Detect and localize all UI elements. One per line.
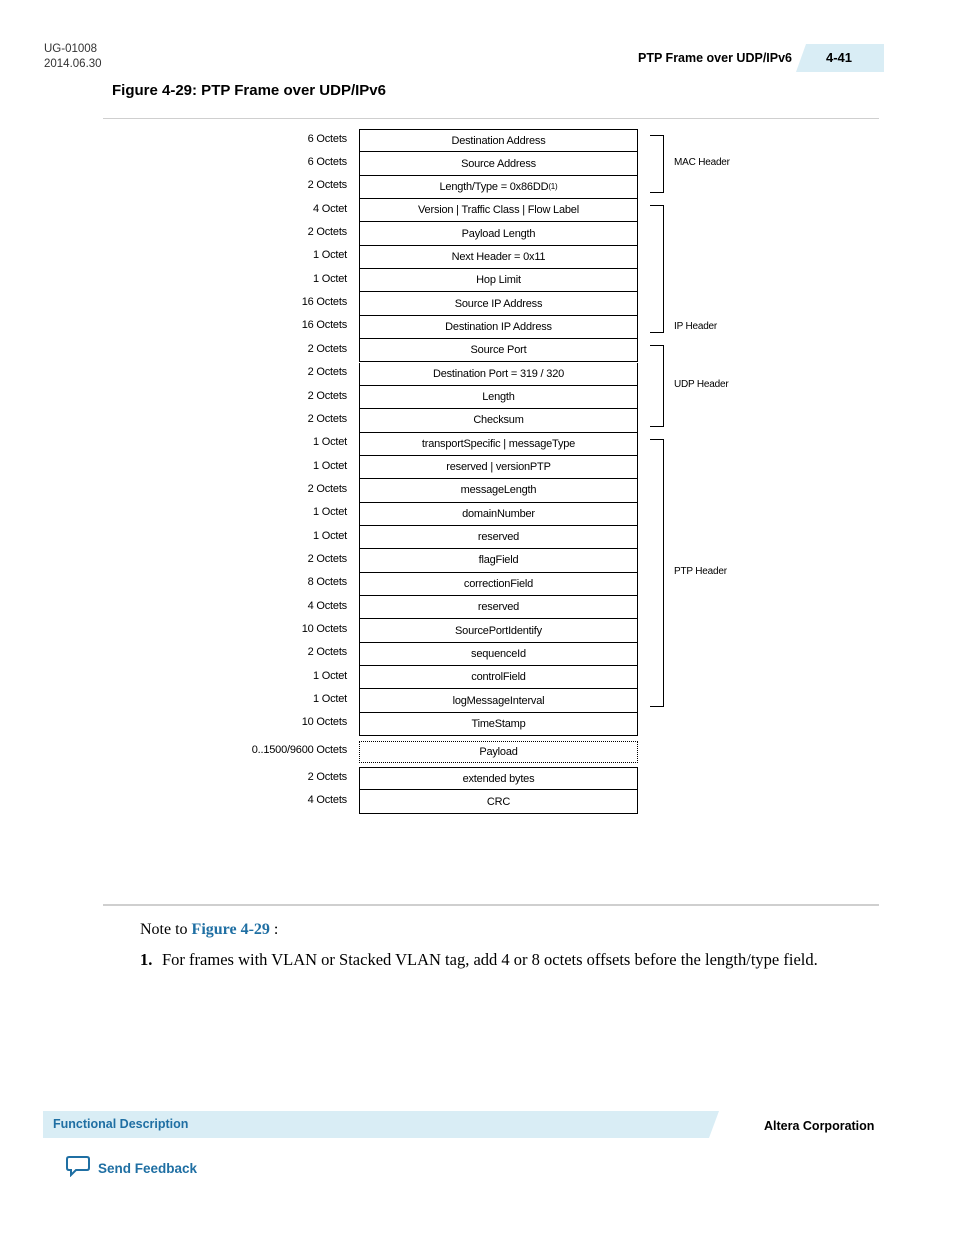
frame-field — [359, 790, 638, 813]
header-group-label: MAC Header — [674, 157, 730, 169]
frame-field-label: Destination IP Address — [445, 320, 552, 333]
octet-count: 2 Octets — [307, 412, 347, 425]
octet-count: 16 Octets — [301, 296, 347, 309]
octet-count: 1 Octet — [312, 249, 347, 262]
header-group-label: IP Header — [674, 321, 718, 333]
frame-field — [359, 503, 638, 526]
frame-field — [359, 152, 638, 175]
frame-field-label: controlField — [471, 671, 526, 684]
speech-bubble-icon — [66, 1155, 90, 1182]
header-group-bracket — [650, 439, 664, 707]
frame-field — [359, 713, 638, 736]
document-id: UG-01008 — [44, 43, 98, 55]
frame-field — [359, 643, 638, 666]
frame-field-label: Source IP Address — [454, 297, 543, 310]
frame-field — [359, 129, 638, 152]
frame-field — [359, 222, 638, 245]
note-lead — [140, 921, 278, 939]
frame-field-label: Payload Length — [461, 227, 536, 240]
note-item-number: 1. — [140, 950, 153, 969]
figure-title: Figure 4-29: PTP Frame over UDP/IPv6 — [112, 82, 386, 99]
frame-field — [359, 386, 638, 409]
frame-field — [359, 433, 638, 456]
frame-field-label: Destination Port = 319 / 320 — [432, 367, 565, 380]
octet-count: 1 Octet — [312, 669, 347, 682]
header-group-label: UDP Header — [674, 378, 729, 390]
header-group-label: PTP Header — [674, 565, 727, 577]
figure-link[interactable]: Figure 4-29 — [191, 921, 270, 938]
frame-field — [359, 741, 638, 763]
frame-field-label: reserved — [477, 601, 520, 614]
frame-field — [359, 339, 638, 362]
frame-field — [359, 666, 638, 689]
frame-field — [359, 689, 638, 712]
frame-field — [359, 573, 638, 596]
frame-field-label: CRC — [486, 795, 511, 808]
frame-field-label: extended bytes — [462, 772, 535, 785]
note-lead-prefix: Note to — [140, 921, 192, 938]
frame-field — [359, 316, 638, 339]
page-number: 4-41 — [826, 50, 853, 65]
frame-field — [359, 549, 638, 572]
header-group-bracket — [650, 135, 664, 193]
running-header-title: PTP Frame over UDP/IPv6 — [638, 51, 793, 65]
frame-field — [359, 363, 638, 386]
frame-field — [359, 526, 638, 549]
octet-count: 1 Octet — [312, 436, 347, 449]
octet-count: 2 Octets — [307, 552, 347, 565]
note-item — [140, 950, 818, 970]
frame-field — [359, 409, 638, 432]
frame-field-label: Next Header = 0x11 — [451, 250, 546, 263]
octet-count: 10 Octets — [301, 623, 347, 636]
octet-count: 6 Octets — [307, 132, 347, 145]
octet-count: 1 Octet — [312, 459, 347, 472]
octet-count: 2 Octets — [307, 366, 347, 379]
frame-field — [359, 767, 638, 790]
figure-bottom-rule — [103, 904, 879, 906]
document-id-block — [44, 42, 102, 72]
frame-field-label: correctionField — [463, 577, 534, 590]
octet-count: 4 Octet — [312, 202, 347, 215]
footer-section-link[interactable]: Functional Description — [53, 1117, 189, 1131]
frame-field — [359, 269, 638, 292]
octet-count: 1 Octet — [312, 506, 347, 519]
frame-field — [359, 456, 638, 479]
octet-count: 8 Octets — [307, 576, 347, 589]
frame-field — [359, 199, 638, 222]
octet-count: 2 Octets — [307, 179, 347, 192]
octet-count: 1 Octet — [312, 272, 347, 285]
note-lead-suffix: : — [269, 921, 279, 938]
frame-field — [359, 596, 638, 619]
octet-count: 0..1500/9600 Octets — [251, 744, 347, 757]
octet-count: 2 Octets — [307, 646, 347, 659]
frame-field-label: reserved — [477, 531, 520, 544]
octet-count: 16 Octets — [301, 319, 347, 332]
frame-field-label: reserved | versionPTP — [446, 461, 551, 474]
send-feedback-label: Send Feedback — [98, 1161, 198, 1176]
octet-count: 2 Octets — [307, 770, 347, 783]
octet-count: 10 Octets — [301, 716, 347, 729]
octet-count: 2 Octets — [307, 342, 347, 355]
header-group-bracket — [650, 345, 664, 426]
document-date: 2014.06.30 — [44, 58, 102, 70]
octet-count: 2 Octets — [307, 482, 347, 495]
frame-field-label: Version | Traffic Class | Flow Label — [418, 204, 579, 217]
frame-field-label: flagField — [478, 554, 519, 567]
frame-field-label: domainNumber — [462, 507, 535, 520]
footer-company: Altera Corporation — [764, 1119, 875, 1133]
frame-field-label: messageLength — [460, 484, 537, 497]
frame-field — [359, 292, 638, 315]
frame-field-label: logMessageInterval — [452, 694, 545, 707]
header-group-bracket — [650, 205, 664, 333]
frame-field-label: Destination Address — [451, 134, 546, 147]
frame-field — [359, 619, 638, 642]
frame-field-label: Length/Type = 0x86DD — [439, 180, 549, 193]
octet-count: 2 Octets — [307, 389, 347, 402]
frame-field-label: SourcePortIdentify — [455, 624, 542, 637]
octet-count: 4 Octets — [307, 794, 347, 807]
frame-field — [359, 246, 638, 269]
frame-field: Length/Type = 0x86DD (1) — [359, 176, 638, 199]
octet-count: 6 Octets — [307, 156, 347, 169]
octet-count: 1 Octet — [312, 693, 347, 706]
frame-field-label: Source Address — [461, 157, 536, 170]
figure-top-rule — [103, 118, 879, 119]
octet-count: 1 Octet — [312, 529, 347, 542]
frame-field-label: sequenceId — [471, 647, 526, 660]
note-item-text: For frames with VLAN or Stacked VLAN tag, add 4 or 8 octets offsets before the length/type field. — [162, 950, 818, 969]
send-feedback-button[interactable] — [66, 1155, 197, 1182]
octet-count: 4 Octets — [307, 599, 347, 612]
frame-field-label: Length — [482, 391, 515, 404]
frame-field-label: TimeStamp — [471, 717, 526, 730]
frame-field-label: Hop Limit — [476, 274, 521, 287]
frame-field — [359, 479, 638, 502]
frame-field-label: Source Port — [470, 344, 527, 357]
frame-field-label: Checksum — [473, 414, 524, 427]
frame-field-label: transportSpecific | messageType — [421, 437, 576, 450]
frame-field-label: Payload — [479, 746, 518, 759]
octet-count: 2 Octets — [307, 226, 347, 239]
